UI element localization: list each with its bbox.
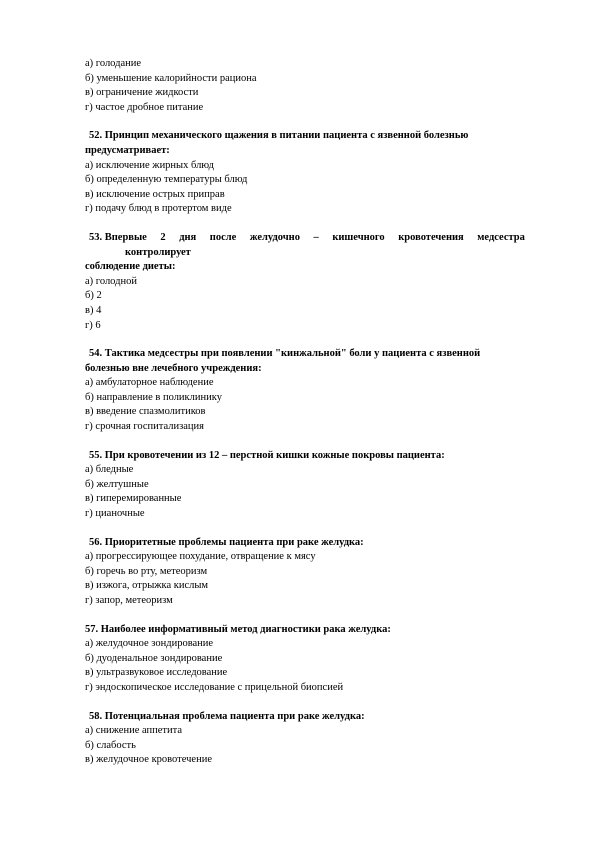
- option-a: а) бледные: [85, 464, 134, 476]
- option-d: г) подачу блюд в протертом виде: [85, 203, 232, 215]
- title-word: медсестра: [477, 231, 525, 243]
- option-a: а) голодной: [85, 275, 137, 287]
- option-c: в) 4: [85, 304, 102, 316]
- title-word: кишечного: [332, 231, 385, 243]
- option-b: б) определенную температуры блюд: [85, 174, 248, 186]
- option-a: а) амбулаторное наблюдение: [85, 377, 214, 389]
- question-title-continued-2: соблюдение диеты:: [85, 261, 176, 273]
- option-d: г) цианочные: [85, 508, 145, 520]
- question-title-continued: предусматривает:: [85, 144, 170, 156]
- title-word: 2: [160, 231, 166, 243]
- option-b: б) желтушные: [85, 478, 149, 490]
- option-b: б) горечь во рту, метеоризм: [85, 565, 208, 577]
- question-title: 54. Тактика медсестры при появлении "кинжальной" боли у пациента с язвенной: [89, 348, 481, 360]
- question-57: [85, 623, 525, 696]
- option-c: в) гиперемированные: [85, 493, 182, 505]
- option-c: в) ограничение жидкости: [85, 87, 199, 99]
- option-a: а) снижение аппетита: [85, 725, 182, 737]
- option-d: г) 6: [85, 319, 101, 331]
- question-55: [85, 449, 525, 522]
- option-d: г) срочная госпитализация: [85, 421, 204, 433]
- option-b: б) уменьшение калорийности рациона: [85, 72, 257, 84]
- question-title: [85, 231, 525, 246]
- option-d: г) запор, метеоризм: [85, 595, 173, 606]
- title-word: –: [313, 231, 319, 243]
- question-title: 55. При кровотечении из 12 – перстной кишки кожные покровы пациента:: [89, 449, 445, 461]
- question-56: [85, 536, 525, 609]
- option-c: в) введение спазмолитиков: [85, 406, 206, 418]
- option-b: б) дуоденальное зондирование: [85, 652, 223, 664]
- intro-options: [85, 57, 525, 115]
- option-a: а) желудочное зондирование: [85, 638, 214, 650]
- question-52: [85, 129, 525, 217]
- question-title: 52. Принцип механического щажения в питании пациента с язвенной болезнью: [89, 130, 469, 142]
- title-word: дня: [179, 231, 197, 243]
- question-54: [85, 347, 525, 435]
- question-title: 58. Потенциальная проблема пациента при раке желудка:: [89, 710, 365, 722]
- question-58: [85, 710, 525, 768]
- title-word: после: [209, 231, 237, 243]
- title-word: 53. Впервые: [89, 231, 147, 243]
- option-d: г) эндоскопическое исследование с прицельной биопсией: [85, 681, 344, 693]
- question-title: 56. Приоритетные проблемы пациента при раке желудка:: [89, 536, 364, 548]
- question-title: 57. Наиболее информативный метод диагностики рака желудка:: [85, 623, 391, 635]
- title-word: желудочно: [249, 231, 300, 243]
- question-53: [85, 231, 525, 333]
- option-c: в) изжога, отрыжка кислым: [85, 580, 209, 592]
- document-content: [85, 57, 525, 768]
- option-a: а) голодание: [85, 58, 142, 69]
- option-c: в) желудочное кровотечение: [85, 754, 212, 766]
- question-title-continued: контролирует: [125, 246, 191, 258]
- option-b: б) слабость: [85, 739, 136, 751]
- option-b: б) направление в поликлинику: [85, 391, 222, 403]
- option-a: а) исключение жирных блюд: [85, 159, 214, 171]
- option-c: в) ультразвуковое исследование: [85, 667, 228, 679]
- title-word: кровотечения: [398, 231, 464, 243]
- question-title-continued: болезнью вне лечебного учреждения:: [85, 362, 262, 374]
- option-b: б) 2: [85, 290, 102, 302]
- option-a: а) прогрессирующее похудание, отвращение к мясу: [85, 551, 316, 563]
- option-d: г) частое дробное питание: [85, 101, 204, 113]
- option-c: в) исключение острых приправ: [85, 188, 225, 200]
